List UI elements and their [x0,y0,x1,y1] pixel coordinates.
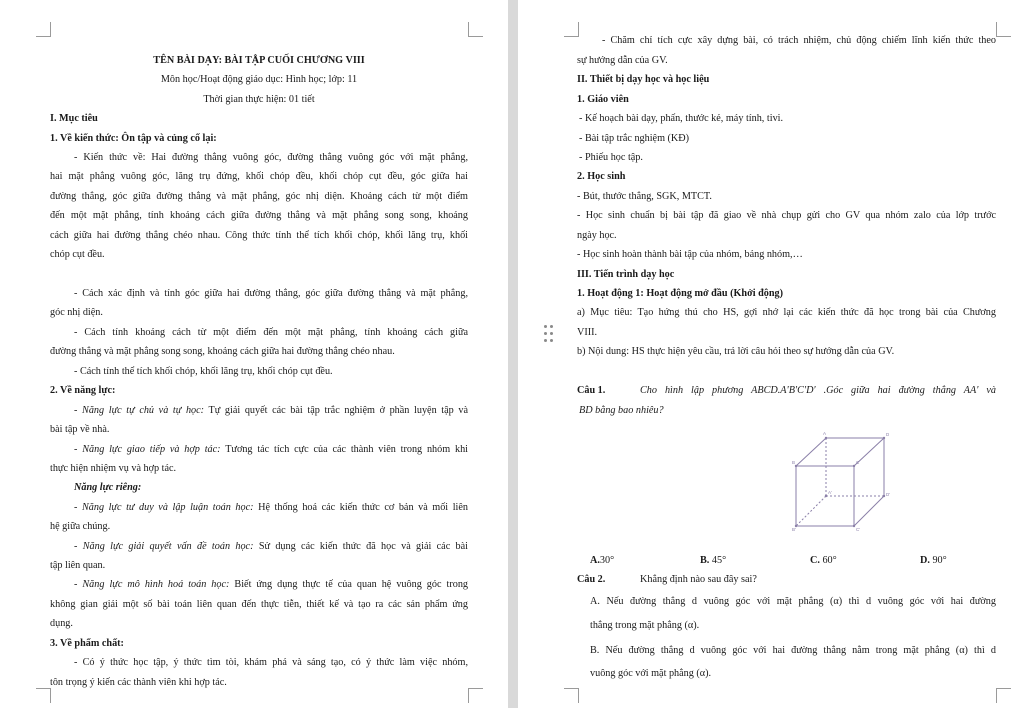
statement-b: B. Nếu đường thẳng d vuông góc với hai đường thẳng nằm trong mặt phẳng (α) thì d [590,645,996,656]
answer-option-c: C. 60° [810,555,837,566]
paragraph-line: - Cách tính khoảng cách từ một điểm đến một mặt phẳng, tính khoảng cách giữa [74,327,468,338]
statement-a: thẳng trong mặt phẳng (α). [590,620,700,631]
paragraph-line: đường thẳng và mặt phẳng song song, khoảng cách giữa hai đường thẳng chéo nhau. [50,346,395,357]
list-item: - Bút, thước thẳng, SGK, MTCT. [577,191,712,202]
competence-name: - Năng lực mô hình hoá toán học: [74,579,230,590]
paragraph-line: tập liên quan. [50,560,106,571]
paragraph-line: - Có ý thức học tập, ý thức tìm tòi, khám phá và sáng tạo, có ý thức làm việc nhóm, [74,657,468,668]
cube-figure [786,428,896,532]
competence-name: - Năng lực tư duy và lập luận toán học: [74,502,254,513]
competence-name: - Năng lực giải quyết vấn đề toán học: [74,541,254,552]
competence-text: Biết ứng dụng thực tế của quan hệ vuông góc trong [229,579,469,590]
paragraph-line: đường thẳng, góc giữa đường thẳng và mặt phẳng, góc nhị diện. Khoảng cách từ một điểm [50,191,468,202]
right-page [518,0,1027,708]
paragraph-line [74,444,468,456]
competence-text: Tự giải quyết các bài tập trắc nghiệm ở phần luyện tập và [204,405,469,416]
heading-qualities: 3. Về phẩm chất: [50,638,124,649]
paragraph-line: - Kiến thức về: Hai đường thẳng vuông góc, đường thẳng vuông góc với mặt phẳng, [74,152,468,163]
subject-line: Môn học/Hoạt động giáo dục: Hình học; lớp: 11 [160,74,358,85]
corner-mark [564,688,579,703]
paragraph-line: thực hiện nhiệm vụ và hợp tác. [50,463,177,474]
heading-competence: 2. Về năng lực: [50,385,116,396]
corner-mark [468,22,483,37]
corner-mark [996,22,1011,37]
cube-vertex-label: A' [828,490,832,495]
paragraph-line: hệ giữa chúng. [50,521,111,532]
heading-knowledge: 1. Về kiến thức: Ôn tập và củng cố lại: [50,133,217,144]
paragraph-line: cách giữa hai đường thẳng chéo nhau. Công thức tính thể tích khối chóp, khối lăng trụ, khối [50,230,468,241]
cube-hidden-edge [796,496,826,526]
cube-vertex-label: B' [792,527,796,532]
subheading-specific: Năng lực riêng: [74,482,142,493]
competence-text: Tương tác tích cực của các thành viên trong nhóm khi [220,444,469,455]
heading-equipment: II. Thiết bị dạy học và học liệu [577,74,710,85]
list-item: - Bài tập trắc nghiệm (KĐ) [579,133,690,144]
cube-vertex-label: B [792,460,796,465]
heading-process: III. Tiến trình dạy học [577,269,675,280]
paragraph-line: - Cách xác định và tính góc giữa hai đường thẳng, góc giữa đường thẳng và mặt phẳng, [74,288,468,299]
cube-vertex-label: C [856,460,860,465]
left-page [0,0,508,708]
list-item: - Học sinh hoàn thành bài tập của nhóm, bảng nhóm,… [577,249,803,260]
paragraph-line: góc nhị diện. [50,307,103,318]
paragraph-line: b) Nội dung: HS thực hiện yêu cầu, trả lời câu hỏi theo sự hướng dẫn của GV. [577,346,895,357]
paragraph-line: sự hướng dẫn của GV. [577,55,668,66]
cube-vertex-label: D [886,432,890,437]
corner-mark [468,688,483,703]
competence-text: Hệ thống hoá các kiến thức cơ bản và mối liên [253,502,468,513]
corner-mark [36,22,51,37]
corner-mark [564,22,579,37]
question-1-text: BD bằng bao nhiêu? [579,405,664,416]
list-item: - Phiếu học tập. [579,152,643,163]
list-item: ngày học. [577,230,617,241]
paragraph-line: VIII. [577,327,598,338]
heading-student: 2. Học sinh [577,171,626,182]
corner-mark [36,688,51,703]
paragraph-line: dụng. [50,618,73,629]
paragraph-line [74,541,468,553]
cube-edge [854,496,884,526]
competence-name: - Năng lực tự chủ và tự học: [74,405,205,416]
question-1-label: Câu 1. [577,385,606,396]
answer-option-b: B. 45° [700,555,727,566]
cube-vertex-label: A [823,431,827,436]
heading-activity-1: 1. Hoạt động 1: Hoạt động mở đầu (Khởi động) [577,288,784,299]
competence-name: - Năng lực giao tiếp và hợp tác: [74,444,221,455]
statement-a: A. Nếu đường thẳng d vuông góc với mặt phẳng (α) thì d vuông góc với hai đường [590,596,996,607]
competence-text: Sử dụng các kiến thức đã học và giải các bài [253,541,468,552]
heading-objectives: I. Mục tiêu [50,113,98,124]
cube-vertex-label: D' [886,492,891,497]
paragraph-line: không gian giải một số bài toán liên quan đến thực tiễn, thiết kế và tạo ra các sản phẩm ứng [50,599,468,610]
list-item: - Học sinh chuẩn bị bài tập đã giao về nhà chụp gửi cho GV qua nhóm zalo của lớp trước [577,210,996,221]
question-2-label: Câu 2. [577,574,606,585]
lesson-title: TÊN BÀI DẠY: BÀI TẬP CUỐI CHƯƠNG VIII [153,55,365,66]
cube-vertex-label: C' [856,527,861,532]
answer-option-d: D. 90° [920,555,947,566]
paragraph-line: bài tập về nhà. [50,424,110,435]
duration-line: Thời gian thực hiện: 01 tiết [203,94,315,105]
question-2-text: Khẳng định nào sau đây sai? [640,574,757,585]
answer-option-a: A.30° [590,555,615,566]
list-item: - Kế hoạch bài dạy, phấn, thước kẻ, máy tính, tivi. [579,113,784,124]
corner-mark [996,688,1011,703]
drag-handle-icon[interactable] [544,325,554,343]
statement-b: vuông góc với mặt phẳng (α). [590,668,712,679]
paragraph-line: - Cách tính thể tích khối chóp, khối lăng trụ, khối chóp cụt đều. [74,366,333,377]
paragraph-line [74,579,468,591]
cube-edge [796,438,826,466]
paragraph-line [74,405,468,417]
paragraph-line [74,502,468,514]
paragraph-line: a) Mục tiêu: Tạo hứng thú cho HS, gợi nhớ lại các kiến thức đã học trong bài của Chương [577,307,996,318]
page-gap [508,0,518,708]
heading-teacher: 1. Giáo viên [577,94,629,105]
paragraph-line: hai mặt phẳng vuông góc, lăng trụ đứng, khối chóp đều, khối chóp cụt đều, góc giữa hai [50,171,468,182]
paragraph-line: đến một mặt phẳng, tính khoảng cách giữa đường thẳng và mặt phẳng song song, khoảng [50,210,468,221]
paragraph-line: chóp cụt đều. [50,249,105,260]
paragraph-line: tôn trọng ý kiến các thành viên khi hợp tác. [50,677,227,688]
paragraph-line: - Chăm chỉ tích cực xây dựng bài, có trách nhiệm, chủ động chiếm lĩnh kiến thức theo [602,35,996,46]
question-1-text: Cho hình lập phương ABCD.A'B'C'D' .Góc giữa hai đường thẳng AA' và [640,385,996,396]
